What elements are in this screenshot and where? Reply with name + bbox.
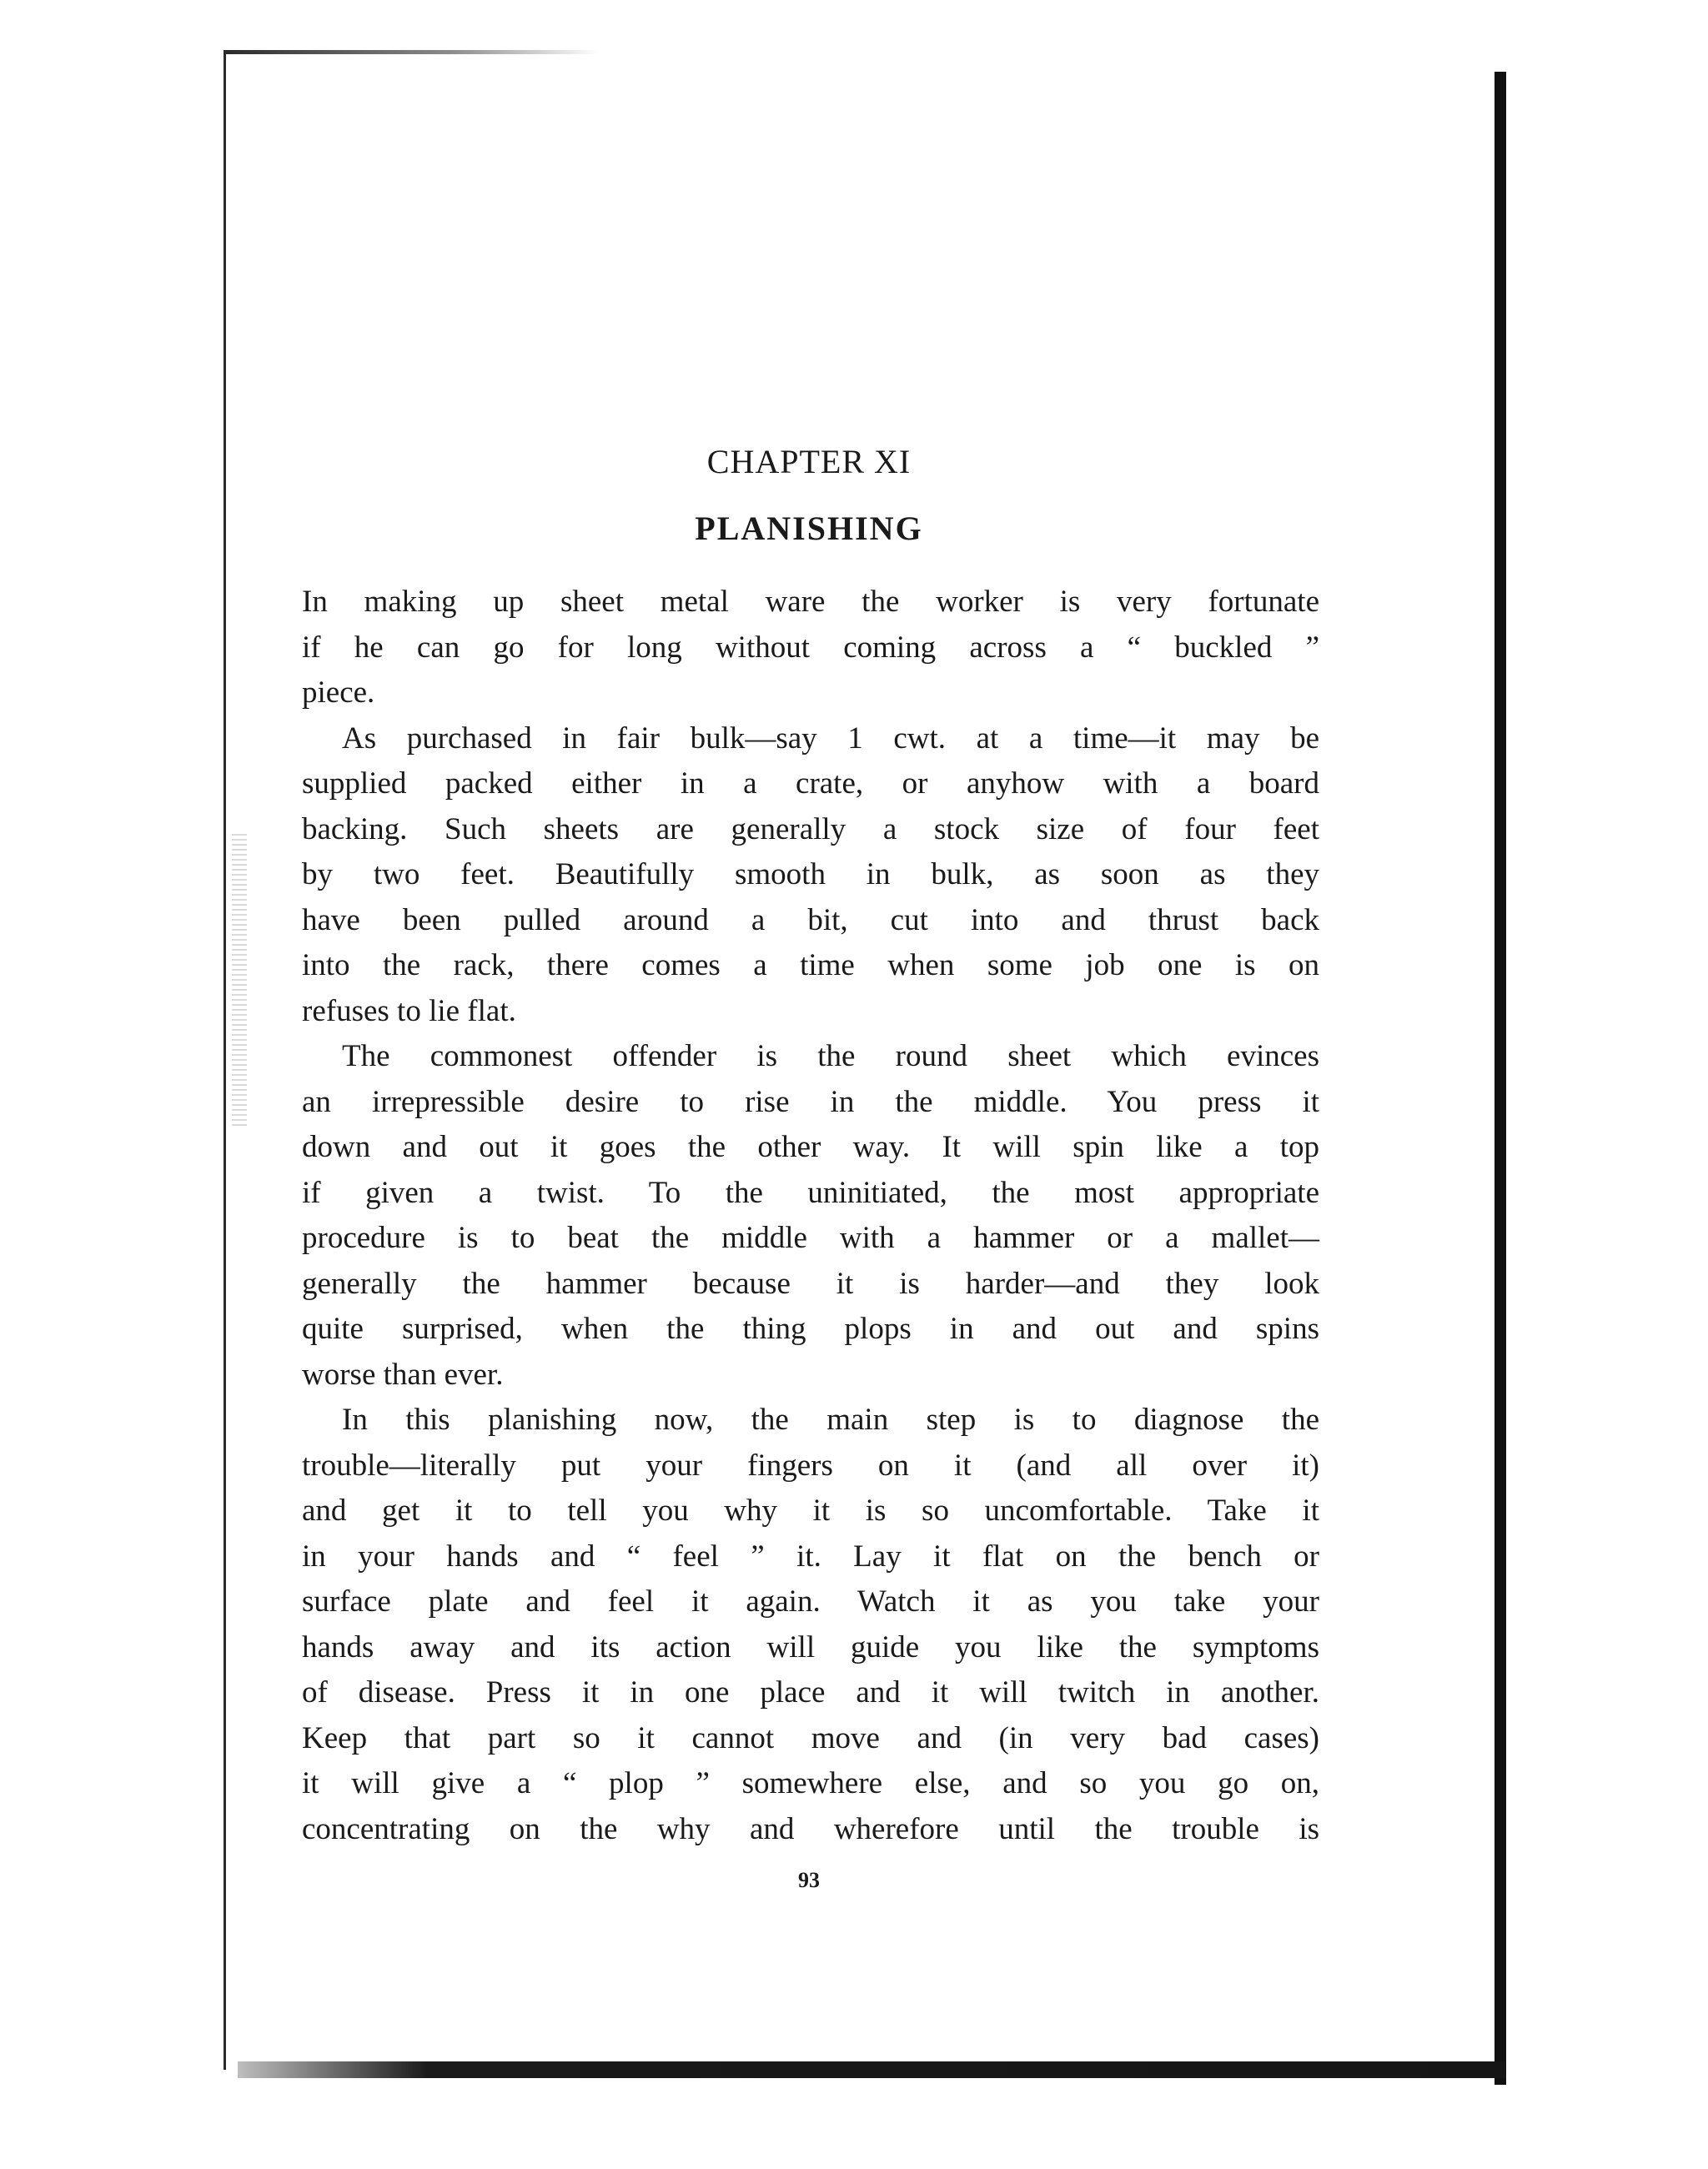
text-line: by two feet. Beautifully smooth in bulk, as soon as they: [302, 857, 1319, 891]
text-line: surface plate and feel it again. Watch it as you take your: [302, 1584, 1319, 1619]
text-line: In making up sheet metal ware the worker is very fortunate: [302, 585, 1319, 619]
page-border-top: [224, 50, 599, 54]
text-line: of disease. Press it in one place and it will twitch in another.: [302, 1675, 1319, 1710]
text-line: and get it to tell you why it is so uncomfortable. Take it: [302, 1494, 1319, 1528]
text-line: have been pulled around a bit, cut into and thrust back: [302, 902, 1319, 937]
text-line: quite surprised, when the thing plops in and out and spins: [302, 1312, 1319, 1346]
text-line: hands away and its action will guide you like the symptoms: [302, 1629, 1319, 1664]
scan-artifact: [232, 834, 247, 1126]
text-line: into the rack, there comes a time when some job one is on: [302, 948, 1319, 982]
text-line: worse than ever.: [302, 1357, 504, 1392]
text-line: generally the hammer because it is harder—and they look: [302, 1266, 1319, 1301]
text-line: As purchased in fair bulk—say 1 cwt. at a time—it may be: [342, 720, 1319, 756]
text-line: piece.: [302, 675, 375, 710]
text-line: in your hands and “ feel ” it. Lay it flat on the bench or: [302, 1539, 1319, 1574]
page-border-left: [224, 52, 226, 2070]
text-line: Keep that part so it cannot move and (in very bad cases): [302, 1720, 1319, 1755]
text-line: if given a twist. To the uninitiated, the most appropriate: [302, 1175, 1319, 1210]
text-line: an irrepressible desire to rise in the middle. You press it: [302, 1084, 1319, 1119]
text-line: it will give a “ plop ” somewhere else, and so you go on,: [302, 1766, 1319, 1800]
chapter-number: CHAPTER XI: [706, 443, 912, 480]
chapter-title: PLANISHING: [695, 510, 923, 547]
page-number: 93: [798, 1868, 820, 1892]
text-line: trouble—literally put your fingers on it (and all over it): [302, 1448, 1319, 1483]
text-line: backing. Such sheets are generally a stock size of four feet: [302, 811, 1319, 846]
text-line: The commonest offender is the round sheet which evinces: [342, 1039, 1319, 1073]
text-line: if he can go for long without coming across a “ buckled ”: [302, 630, 1319, 665]
body-text: [302, 580, 1319, 1852]
page-border-right: [1494, 72, 1506, 2085]
text-line: down and out it goes the other way. It will spin like a top: [302, 1130, 1319, 1164]
text-line: refuses to lie flat.: [302, 993, 516, 1028]
page-border-bottom: [238, 2061, 1505, 2078]
text-line: In this planishing now, the main step is to diagnose the: [342, 1403, 1319, 1437]
text-line: procedure is to beat the middle with a hammer or a mallet—: [302, 1221, 1319, 1255]
text-line: supplied packed either in a crate, or anyhow with a board: [302, 766, 1319, 801]
text-line: concentrating on the why and wherefore until the trouble is: [302, 1811, 1319, 1846]
